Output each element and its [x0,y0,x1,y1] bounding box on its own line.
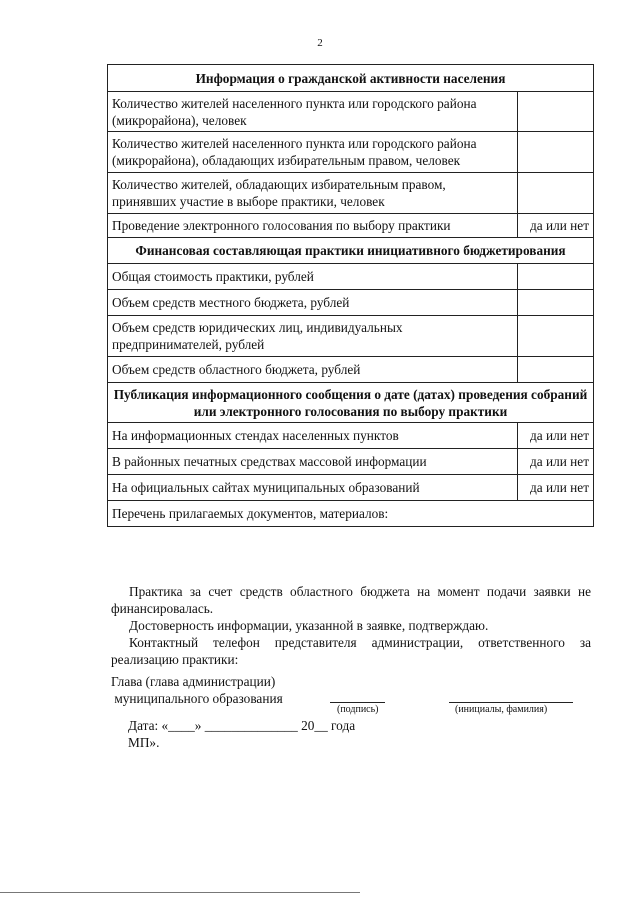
row-total-cost-label: Общая стоимость практики, рублей [108,264,518,290]
row-residents-count-value[interactable] [518,92,594,132]
row-print-media-value[interactable]: да или нет [518,449,594,475]
stamp-place: МП». [128,735,160,750]
row-participants-count-label: Количество жителей, обладающих избирательным правом, принявших участие в выборе практики, человек [108,173,518,214]
row-electronic-voting-label: Проведение электронного голосования по выбору практики [108,214,518,238]
row-legal-entities-funds-value[interactable] [518,316,594,357]
row-print-media-label: В районных печатных средствах массовой информации [108,449,518,475]
row-local-budget-label: Объем средств местного бюджета, рублей [108,290,518,316]
signatory-org: муниципального образования [111,691,283,706]
signatory-block [111,673,283,707]
row-official-websites-label: На официальных сайтах муниципальных образований [108,475,518,501]
section-publication-title: Публикация информационного сообщения о дате (датах) проведения собраний или электронного голосования по выбору практики [108,383,594,423]
row-regional-budget-label: Объем средств областного бюджета, рублей [108,357,518,383]
section-civic-activity-title: Информация о гражданской активности населения [108,65,594,92]
row-info-stands-label: На информационных стендах населенных пунктов [108,423,518,449]
initials-caption: (инициалы, фамилия) [455,704,548,715]
row-official-websites-value[interactable]: да или нет [518,475,594,501]
info-table [107,64,594,527]
statement-not-financed: Практика за счет средств областного бюджета на момент подачи заявки не финансировалась. [111,584,591,616]
row-legal-entities-funds-label: Объем средств юридических лиц, индивидуальных предпринимателей, рублей [108,316,518,357]
signatory-title: Глава (глава администрации) [111,674,276,689]
row-electronic-voting-value[interactable]: да или нет [518,214,594,238]
date-line: Дата: «____» ______________ 20__ года [128,718,356,733]
statement-contact-phone: Контактный телефон представителя администрации, ответственного за реализацию практики: [111,635,591,667]
page-number: 2 [317,37,323,49]
row-local-budget-value[interactable] [518,290,594,316]
scan-edge-line [0,892,360,893]
initials-line[interactable] [449,702,573,703]
signature-line[interactable] [330,702,385,703]
row-voters-count-value[interactable] [518,132,594,173]
row-total-cost-value[interactable] [518,264,594,290]
row-info-stands-value[interactable]: да или нет [518,423,594,449]
signature-caption: (подпись) [337,704,379,715]
row-residents-count-label: Количество жителей населенного пункта или городского района (микрорайона), человек [108,92,518,132]
statement-confirm: Достоверность информации, указанной в заявке, подтверждаю. [129,618,489,633]
row-regional-budget-value[interactable] [518,357,594,383]
row-participants-count-value[interactable] [518,173,594,214]
row-voters-count-label: Количество жителей населенного пункта или городского района (микрорайона), обладающих избирательным правом, человек [108,132,518,173]
row-attached-documents-label: Перечень прилагаемых документов, материалов: [108,501,594,527]
section-finance-title: Финансовая составляющая практики инициативного бюджетирования [108,238,594,264]
